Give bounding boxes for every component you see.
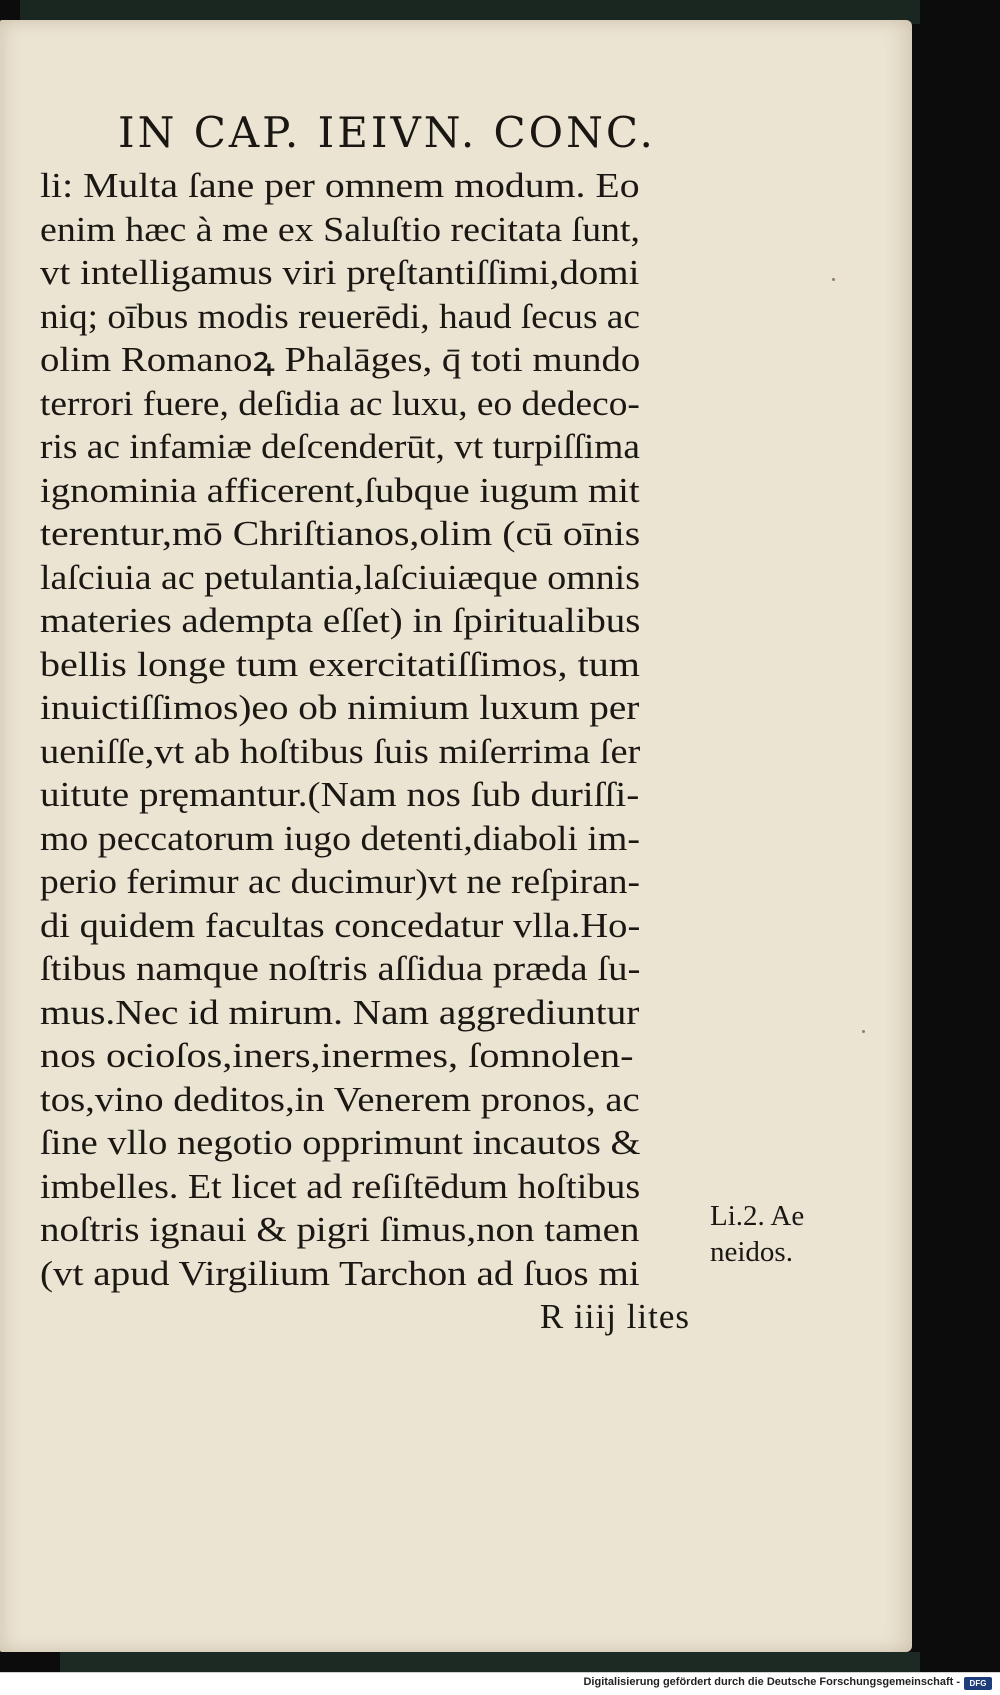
book-edge-bottom	[60, 1652, 920, 1672]
text-line: ueniſſe,vt ab hoſtibus ſuis miſerrima ſer	[40, 731, 641, 771]
text-line: noſtris ignaui & pigri ſimus,non tamen	[40, 1210, 640, 1249]
text-line: tos,vino deditos,in Venerem pronos, ac	[40, 1079, 640, 1119]
marginal-note-line: neidos.	[710, 1236, 793, 1268]
text-line: ſtibus namque noſtris aſſidua præda ſu-	[40, 949, 641, 988]
text-line: mus.Nec id mirum. Nam aggrediuntur	[40, 992, 640, 1032]
text-line: terentur,mō Chriſtianos,olim (cū oīnis	[40, 514, 641, 553]
text-line: perio ferimur ac ducimur)vt ne reſpiran-	[40, 862, 640, 901]
text-line: (vt apud Virgilium Tarchon ad ſuos mi	[40, 1253, 640, 1293]
text-line: materies adempta eſſet) in ſpiritualibus	[40, 601, 641, 640]
text-line: niq; oībus modis reuerēdi, haud ſecus ac	[40, 296, 640, 336]
catchline: R iiij lites	[539, 1297, 690, 1336]
text-line: li: Multa ſane per omnem modum. Eo	[40, 166, 640, 205]
marginal-note-line: Li.2. Ae	[710, 1200, 805, 1232]
text-line: uitute pręmantur.(Nam nos ſub duriſſi-	[40, 775, 640, 814]
text-line: nos ocioſos,iners,inermes, ſomnolen-	[40, 1036, 634, 1075]
text-line: enim hæc à me ex Saluſtio recitata ſunt,	[40, 209, 640, 249]
dfg-logo: DFG	[964, 1677, 992, 1690]
main-text-block	[40, 164, 730, 1339]
text-line: mo peccatorum iugo detenti,diaboli im-	[40, 818, 640, 858]
text-line: ris ac infamiæ deſcenderūt, vt turpiſſima	[40, 427, 640, 466]
text-line: terrori fuere, deſidia ac luxu, eo dedeco-	[40, 383, 640, 423]
text-line: olim Romanoꝝ Phalāges, q̄ toti mundo	[40, 340, 641, 379]
text-line: ſine vllo negotio opprimunt incautos &	[40, 1123, 641, 1162]
marginal-note	[710, 1198, 850, 1270]
text-line: ignominia afficerent,ſubque iugum mit	[40, 470, 640, 510]
text-line: di quidem facultas concedatur vlla.Ho-	[40, 905, 641, 945]
footer-credit: Digitalisierung gefördert durch die Deutsche Forschungsgemeinschaft -	[583, 1676, 960, 1688]
text-line: laſciuia ac petulantia,laſciuiæque omnis	[40, 557, 640, 597]
text-line: inuictiſſimos)eo ob nimium luxum per	[40, 688, 640, 727]
text-line: vt intelligamus viri pręſtantiſſimi,domi	[40, 253, 640, 292]
text-line: bellis longe tum exercitatiſſimos, tum	[40, 644, 640, 684]
footer-bar	[0, 1672, 1000, 1695]
page-spot	[832, 278, 835, 281]
text-line: imbelles. Et licet ad reſiſtēdum hoſtibus	[40, 1166, 641, 1206]
running-head: IN CAP. IEIVN. CONC.	[118, 108, 656, 157]
page-spot	[862, 1030, 865, 1033]
